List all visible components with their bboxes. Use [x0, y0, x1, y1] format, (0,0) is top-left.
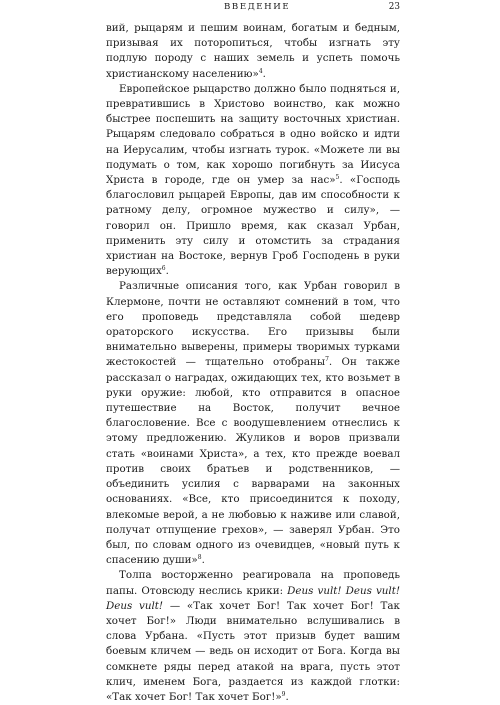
text-run: . [285, 690, 289, 703]
paragraph [106, 279, 400, 568]
paragraph [106, 82, 400, 280]
page-number: 23 [388, 2, 400, 12]
paragraph [106, 568, 400, 705]
text-run: . [262, 67, 266, 80]
text-run: — «Так хочет Бог! Так хочет Бог! Так хочет Бог!» Люди внимательно вслушивались в слова Урбана. «Пусть этот призыв будет вашим боевым кличем — ведь он исходит от Бога. Когда вы сомкнете ряды перед атакой на врага, пусть этот клич, именем Бога, раздается из каждой глотки: «Так хочет Бог! Так хочет Бог!» [106, 599, 400, 703]
latin-phrase: Deus vult! Deus vult! Deus vult! [106, 584, 400, 612]
running-header [106, 0, 400, 14]
footnote-marker: 9 [281, 690, 286, 698]
text-run: Европейское рыцарство должно было подняться и, превратившись в Христово воинство, как можно быстрее поспешить на защиту восточных христиан. Рыцарям следовало собраться в одно войско и идти на Иерусалим, чтобы изгнать турок. «Можете ли вы подумать о том, как хорошо погибнуть за Иисуса Христа в городе, где он умер за нас» [106, 82, 400, 187]
footnote-marker: 4 [258, 67, 263, 75]
text-run: . [165, 265, 169, 278]
body-text [106, 21, 400, 705]
text-run: Толпа восторженно реагировала на проповедь папы. Отовсюду неслись крики: [106, 569, 400, 597]
text-run: Различные описания того, как Урбан говорил в Клермоне, почти не оставляют сомнений в том, что его проповедь представляла собой шедевр ораторского искусства. Его призывы были внимательно выверены, примеры творимых турками жестокостей — тщательно отобраны [106, 280, 400, 369]
running-title: ВВЕДЕНИЕ [224, 2, 291, 12]
paragraph [106, 21, 400, 82]
text-run: . «Господь благословил рыцарей Европы, дав им способности к ратному делу, огромное мужество и силу», — говорил он. Пришло время, как сказал Урбан, применить эту силу и отомстить за страдания христиан на Востоке, вернув Гроб Господень в руки верующих [106, 174, 400, 278]
footnote-marker: 6 [161, 265, 166, 273]
text-run: . [201, 554, 205, 567]
footnote-marker: 8 [197, 554, 202, 562]
text-run: вий, рыцарям и пешим воинам, богатым и бедным, призывая их поторопиться, чтобы изгнать эту подлую породу с наших земель и успеть помочь христианскому населению» [106, 22, 400, 80]
text-run: . Он также рассказал о наградах, ожидающих тех, кто возьмет в руки оружие: любой, кто отправится в опасное путешествие на Восток, получит вечное благословение. Все с воодушевлением отнеслись к этому предложению. Жуликов и воров призвали стать «воинами Христа», а тех, кто прежде воевал против своих братьев и родственников, — объединить усилия с варварами на законных основаниях. «Все, кто присоединится к походу, влекомые верой, а не любовью к наживе или славой, получат отпущение грехов», — заверял Урбан. Это был, по словам одного из очевидцев, «новый путь к спасению души» [106, 356, 400, 567]
footnote-marker: 5 [335, 174, 340, 182]
footnote-marker: 7 [325, 356, 329, 364]
